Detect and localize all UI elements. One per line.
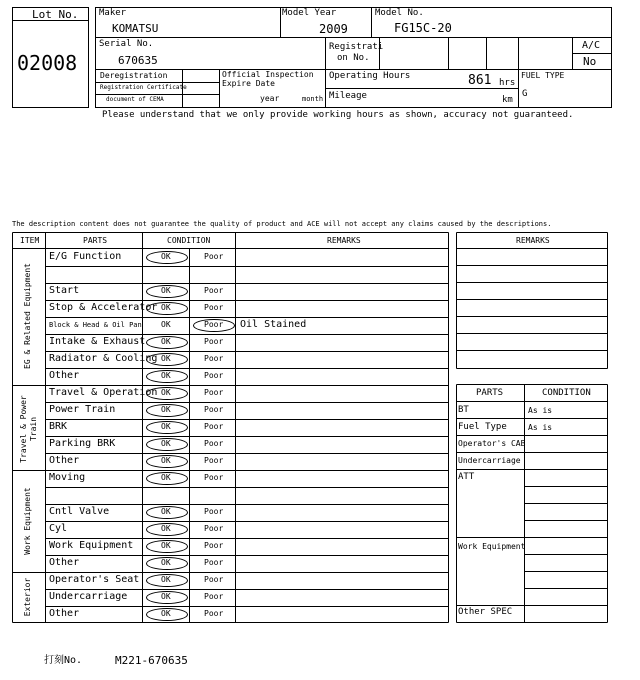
maker-label: Maker	[99, 8, 127, 18]
hours-disclaimer: Please understand that we only provide working hours as shown, accuracy not guaranteed.	[102, 110, 574, 120]
remarks-column-header: REMARKS	[327, 236, 361, 245]
poor-option: Poor	[204, 438, 224, 448]
group-label-travel-2: Train	[29, 416, 38, 442]
part-label: Parking BRK	[49, 437, 116, 449]
ok-option: OK	[161, 506, 171, 516]
poor-option: Poor	[204, 387, 224, 397]
ok-circle-mark	[146, 285, 188, 298]
poor-option: Poor	[204, 472, 224, 482]
part-label: BRK	[49, 420, 68, 432]
ok-circle-mark	[146, 302, 188, 315]
poor-option: Poor	[204, 455, 224, 465]
ok-option: OK	[161, 421, 171, 431]
ok-circle-mark	[146, 472, 188, 485]
side-condition-header: CONDITION	[542, 388, 591, 398]
ok-circle-mark	[146, 557, 188, 570]
model-year-value: 2009	[319, 22, 348, 36]
registration-label-2: on No.	[337, 53, 370, 63]
poor-option: Poor	[204, 574, 224, 584]
ok-circle-mark	[146, 438, 188, 451]
poor-option: Poor	[204, 421, 224, 431]
part-label: Other	[49, 607, 80, 619]
ok-circle-mark	[146, 421, 188, 434]
ok-option: OK	[161, 523, 171, 533]
group-label-work: Work Equipment	[23, 487, 32, 555]
ok-option: OK	[161, 591, 171, 601]
group-label-exterior: Exterior	[23, 577, 32, 617]
operating-hours-label: Operating Hours	[329, 71, 411, 81]
poor-option: Poor	[204, 557, 224, 567]
mileage-label: Mileage	[329, 91, 367, 101]
side-part-bt: BT	[458, 405, 469, 415]
part-label: Power Train	[49, 403, 116, 415]
poor-option: Poor	[204, 608, 224, 618]
inspection-label: Official Inspection	[222, 70, 314, 79]
poor-option: Poor	[204, 506, 224, 516]
poor-option: Poor	[204, 540, 224, 550]
year-label: year	[260, 94, 280, 103]
description-disclaimer: The description content does not guarantee the quality of product and ACE will not accept any claims caused by the descriptions.	[12, 220, 552, 228]
part-label: Start	[49, 284, 80, 296]
ok-option: OK	[161, 387, 171, 397]
poor-option: Poor	[204, 353, 224, 363]
stamp-label: 打刻No.	[44, 655, 83, 666]
km-unit: km	[502, 95, 513, 105]
registration-label: Registrati	[329, 42, 384, 52]
part-label: Radiator & Cooling	[49, 352, 158, 364]
ok-circle-mark	[146, 370, 188, 383]
inspection-label-2: Expire Date	[222, 79, 275, 88]
ok-option: OK	[161, 438, 171, 448]
model-no-value: FG15C-20	[394, 21, 452, 35]
ok-circle-mark	[146, 523, 188, 536]
poor-option: Poor	[204, 302, 224, 312]
ok-circle-mark	[146, 336, 188, 349]
part-label: Other	[49, 556, 80, 568]
side-condition-fuel-type: As is	[528, 423, 553, 432]
part-label: Cyl	[49, 522, 68, 534]
ok-option: OK	[161, 353, 171, 363]
side-part-operator-cab: Operator's CAB	[458, 439, 526, 448]
group-label-travel: Travel & Power	[19, 395, 28, 463]
ok-option: OK	[161, 608, 171, 618]
ok-option: OK	[161, 251, 171, 261]
ok-circle-mark	[146, 404, 188, 417]
ok-circle-mark	[146, 353, 188, 366]
ok-circle-mark	[146, 540, 188, 553]
part-label: Work Equipment	[49, 539, 134, 551]
stamp-value: M221-670635	[115, 654, 188, 667]
part-label: Stop & Accelerator	[49, 301, 158, 313]
model-no-label: Model No.	[375, 8, 424, 18]
serial-label: Serial No.	[99, 39, 154, 49]
ok-circle-mark	[146, 387, 188, 400]
ok-option: OK	[161, 472, 171, 482]
part-label: Other	[49, 369, 80, 381]
side-part-undercarriage: Undercarriage	[458, 456, 521, 465]
hrs-unit: hrs	[499, 78, 516, 88]
part-label: Travel & Operation	[49, 386, 158, 398]
ok-option: OK	[161, 455, 171, 465]
ok-circle-mark	[146, 574, 188, 587]
ac-value: No	[583, 55, 597, 68]
poor-circle-mark	[193, 319, 235, 332]
part-label: Intake & Exhaust	[49, 335, 146, 347]
fuel-type-value: G	[522, 89, 528, 99]
model-year-label: Model Year	[282, 8, 337, 18]
ok-option: OK	[161, 285, 171, 295]
side-parts-header: PARTS	[476, 388, 504, 398]
poor-option: Poor	[204, 523, 224, 533]
fuel-type-label: FUEL TYPE	[521, 71, 565, 80]
part-label: Cntl Valve	[49, 505, 110, 517]
lot-label: Lot No.	[32, 8, 79, 21]
remark-text: Oil Stained	[240, 318, 307, 330]
month-label: month	[302, 95, 324, 103]
poor-option: Poor	[204, 285, 224, 295]
part-label: Operator's Seat	[49, 573, 140, 585]
ok-option: OK	[161, 574, 171, 584]
ok-option: OK	[161, 557, 171, 567]
ok-circle-mark	[146, 608, 188, 621]
ok-option: OK	[161, 404, 171, 414]
side-condition-bt: As is	[528, 406, 553, 415]
ok-option: OK	[161, 319, 171, 329]
operating-hours-value: 861	[468, 73, 492, 88]
poor-option: Poor	[204, 319, 224, 329]
poor-option: Poor	[204, 404, 224, 414]
ok-circle-mark	[146, 591, 188, 604]
part-label: E/G Function	[49, 250, 122, 262]
ok-circle-mark	[146, 251, 188, 264]
poor-option: Poor	[204, 336, 224, 346]
side-part-other-spec: Other SPEC	[458, 607, 513, 617]
ok-option: OK	[161, 336, 171, 346]
ac-label: A/C	[582, 40, 601, 51]
side-remarks-header: REMARKS	[516, 236, 550, 245]
poor-option: Poor	[204, 591, 224, 601]
poor-option: Poor	[204, 370, 224, 380]
side-part-work-equipment: Work Equipment	[458, 542, 526, 551]
condition-column-header: CONDITION	[167, 236, 211, 245]
cema-document-label: document of CEMA	[106, 96, 164, 103]
part-label: Moving	[49, 471, 86, 483]
group-label-eg: EG & Related Equipment	[23, 263, 32, 369]
registration-certificate-label: Registration Certificate	[100, 84, 187, 91]
part-label: Block & Head & Oil Pan	[49, 320, 142, 329]
deregistration-label: Deregistration	[100, 71, 168, 80]
side-part-att: ATT	[458, 472, 475, 482]
ok-option: OK	[161, 540, 171, 550]
item-column-header: ITEM	[20, 236, 40, 245]
lot-value: 02008	[17, 51, 78, 75]
ok-option: OK	[161, 370, 171, 380]
part-label: Other	[49, 454, 80, 466]
ok-option: OK	[161, 302, 171, 312]
part-label: Undercarriage	[49, 590, 128, 602]
poor-option: Poor	[204, 251, 224, 261]
maker-value: KOMATSU	[112, 22, 159, 35]
side-part-fuel-type: Fuel Type	[458, 422, 507, 432]
ok-circle-mark	[146, 455, 188, 468]
serial-value: 670635	[118, 54, 158, 67]
parts-column-header: PARTS	[83, 236, 108, 245]
ok-circle-mark	[146, 506, 188, 519]
